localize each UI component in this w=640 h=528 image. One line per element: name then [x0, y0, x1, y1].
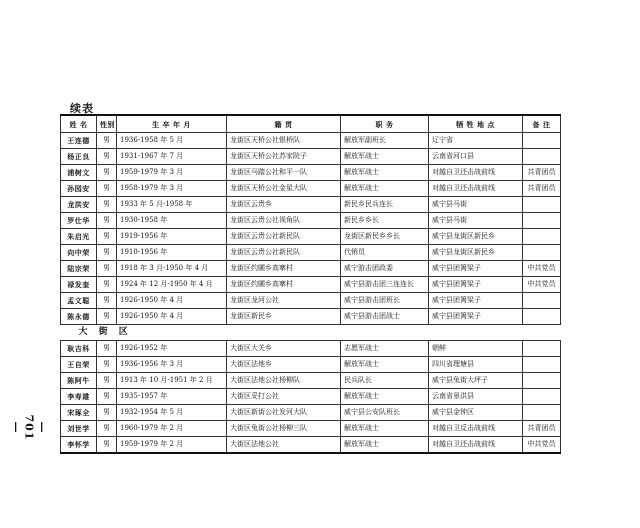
table-row [61, 373, 561, 389]
cell-position: 解放军战士 [341, 437, 429, 454]
cell-dates: 1933 年 5 月-1958 年 [117, 197, 227, 213]
cell-death-place: 对越自卫还击战前线 [429, 165, 523, 181]
cell-death-place: 威宁县团箐梁子 [429, 261, 523, 277]
cell-sex: 男 [97, 245, 117, 261]
cell-note: 中共党员 [523, 277, 561, 293]
section-row [61, 325, 561, 341]
table-row [61, 197, 561, 213]
cell-dates: 1936-1956 年 3 月 [117, 357, 227, 373]
cell-name: 向中荣 [61, 245, 97, 261]
cell-death-place: 威宁县金钟区 [429, 405, 523, 421]
cell-origin: 龙街区云贵公社视角队 [227, 213, 341, 229]
cell-death-place: 威宁县团箐梁子 [429, 277, 523, 293]
table-row [61, 389, 561, 405]
cell-death-place: 威宁县马街 [429, 213, 523, 229]
cell-position: 新民乡乡长 [341, 213, 429, 229]
cell-sex: 男 [97, 341, 117, 357]
page-number: —701— [9, 414, 49, 441]
table-row [61, 293, 561, 309]
cell-dates: 1918 年 3 月-1950 年 4 月 [117, 261, 227, 277]
cell-dates: 1959-1979 年 2 月 [117, 437, 227, 454]
table-row [61, 341, 561, 357]
cell-origin: 龙街区天桥公社银桥队 [227, 133, 341, 149]
cell-position: 解放军战士 [341, 389, 429, 405]
cell-note [523, 373, 561, 389]
cell-sex: 男 [97, 309, 117, 325]
cell-sex: 男 [97, 229, 117, 245]
cell-sex: 男 [97, 149, 117, 165]
table-row [61, 245, 561, 261]
cell-dates: 1926-1950 年 4 月 [117, 309, 227, 325]
cell-death-place: 威宁县龙街区新民乡 [429, 245, 523, 261]
cell-origin: 龙街区约圃乡高寨村 [227, 261, 341, 277]
cell-dates: 1936-1958 年 5 月 [117, 133, 227, 149]
cell-sex: 男 [97, 133, 117, 149]
header-note: 备 注 [523, 115, 561, 133]
cell-note: 中共党员 [523, 437, 561, 454]
cell-sex: 男 [97, 405, 117, 421]
cell-position: 解放军战士 [341, 181, 429, 197]
cell-dates: 1935-1957 年 [117, 389, 227, 405]
cell-dates: 1919-1956 年 [117, 229, 227, 245]
cell-position: 代销员 [341, 245, 429, 261]
table-row [61, 261, 561, 277]
cell-position: 威宁县游击团班长 [341, 293, 429, 309]
table-row [61, 421, 561, 437]
cell-note [523, 389, 561, 405]
cell-death-place: 对越自卫还击战前线 [429, 181, 523, 197]
cell-sex: 男 [97, 213, 117, 229]
cell-sex: 男 [97, 293, 117, 309]
cell-origin: 大街区法地公社 [227, 437, 341, 454]
cell-position: 志愿军战士 [341, 341, 429, 357]
cell-name: 陈永德 [61, 309, 97, 325]
cell-name: 耿吉科 [61, 341, 97, 357]
table-row [61, 309, 561, 325]
cell-name: 禄发奎 [61, 277, 97, 293]
cell-position: 威宁县游击团三连连长 [341, 277, 429, 293]
cell-position: 新民乡民兵连长 [341, 197, 429, 213]
cell-dates: 1924 年 12 月-1950 年 4 月 [117, 277, 227, 293]
cell-dates: 1930-1958 年 [117, 213, 227, 229]
cell-death-place: 威宁县兔街大坪子 [429, 373, 523, 389]
cell-note [523, 213, 561, 229]
cell-note [523, 133, 561, 149]
cell-death-place: 朝鲜 [429, 341, 523, 357]
cell-note [523, 229, 561, 245]
cell-sex: 男 [97, 437, 117, 454]
cell-note: 中共党员 [523, 261, 561, 277]
cell-position: 解放军战士 [341, 357, 429, 373]
cell-death-place: 威宁县团箐梁子 [429, 309, 523, 325]
cell-dates: 1932-1954 年 5 月 [117, 405, 227, 421]
cell-dates: 1926-1950 年 4 月 [117, 293, 227, 309]
cell-origin: 大街区法地公社杨柳队 [227, 373, 341, 389]
cell-death-place: 威宁县龙街区新民乡 [429, 229, 523, 245]
cell-origin: 大街区新街公社发河大队 [227, 405, 341, 421]
cell-note [523, 405, 561, 421]
cell-sex: 男 [97, 181, 117, 197]
cell-dates: 1910-1956 年 [117, 245, 227, 261]
header-dates: 生 卒 年 月 [117, 115, 227, 133]
table-row [61, 357, 561, 373]
cell-name: 宋琢全 [61, 405, 97, 421]
cell-origin: 龙街区天桥公社苏家院子 [227, 149, 341, 165]
cell-position: 威宁县游击团战士 [341, 309, 429, 325]
table-row [61, 149, 561, 165]
section-title: 大 街 区 [61, 325, 561, 341]
cell-name: 王自荣 [61, 357, 97, 373]
cell-sex: 男 [97, 197, 117, 213]
cell-death-place: 云南省景洪县 [429, 389, 523, 405]
cell-position: 民兵队长 [341, 373, 429, 389]
cell-origin: 龙街区云贵公社新民队 [227, 245, 341, 261]
cell-position: 解放军战士 [341, 149, 429, 165]
cell-note [523, 309, 561, 325]
cell-note [523, 357, 561, 373]
cell-sex: 男 [97, 421, 117, 437]
cell-sex: 男 [97, 165, 117, 181]
header-origin: 籍 贯 [227, 115, 341, 133]
cell-position: 威宁游击团政委 [341, 261, 429, 277]
table-row [61, 213, 561, 229]
cell-dates: 1931-1967 年 7 月 [117, 149, 227, 165]
cell-death-place: 四川省理塘县 [429, 357, 523, 373]
table-row [61, 229, 561, 245]
cell-origin: 龙街区约圃乡高寨村 [227, 277, 341, 293]
cell-sex: 男 [97, 357, 117, 373]
cell-name: 浦树文 [61, 165, 97, 181]
header-name: 姓 名 [61, 115, 97, 133]
cell-origin: 龙街区新民乡 [227, 309, 341, 325]
cell-note [523, 245, 561, 261]
cell-sex: 男 [97, 373, 117, 389]
cell-name: 刘世学 [61, 421, 97, 437]
cell-position: 解放军战士 [341, 165, 429, 181]
cell-sex: 男 [97, 389, 117, 405]
cell-origin: 龙街区龙河公社 [227, 293, 341, 309]
cell-dates: 1959-1979 年 3 月 [117, 165, 227, 181]
cell-name: 陆宗荣 [61, 261, 97, 277]
cell-name: 陈阿牛 [61, 373, 97, 389]
cell-origin: 龙街区云贵乡 [227, 197, 341, 213]
cell-death-place: 辽宁省 [429, 133, 523, 149]
cell-death-place: 云南省河口县 [429, 149, 523, 165]
cell-note [523, 293, 561, 309]
header-position: 职 务 [341, 115, 429, 133]
cell-name: 王连德 [61, 133, 97, 149]
cell-dates: 1913 年 10 月-1951 年 2 月 [117, 373, 227, 389]
cell-name: 李寿雄 [61, 389, 97, 405]
cell-name: 朱启光 [61, 229, 97, 245]
cell-origin: 龙街区马踏公社和平一队 [227, 165, 341, 181]
cell-name: 杨正良 [61, 149, 97, 165]
cell-position: 龙街区新民乡乡长 [341, 229, 429, 245]
table-row [61, 277, 561, 293]
cell-position: 威宁县公安队班长 [341, 405, 429, 421]
cell-death-place: 威宁县团箐梁子 [429, 293, 523, 309]
header-death-place: 牺 牲 地 点 [429, 115, 523, 133]
cell-note [523, 197, 561, 213]
table-row [61, 181, 561, 197]
cell-note: 共青团员 [523, 181, 561, 197]
cell-origin: 龙街区天桥公社金星大队 [227, 181, 341, 197]
continued-label: 续表 [70, 102, 94, 115]
cell-position: 解放军战士 [341, 421, 429, 437]
table-header-row [61, 115, 561, 133]
cell-note [523, 341, 561, 357]
table-row [61, 165, 561, 181]
cell-dates: 1926-1952 年 [117, 341, 227, 357]
cell-dates: 1960-1979 年 2 月 [117, 421, 227, 437]
cell-sex: 男 [97, 261, 117, 277]
cell-death-place: 对越自卫反击战前线 [429, 421, 523, 437]
cell-origin: 大街区法地乡 [227, 357, 341, 373]
table-row [61, 437, 561, 454]
cell-origin: 龙街区云贵公社新民队 [227, 229, 341, 245]
cell-sex: 男 [97, 277, 117, 293]
cell-name: 孙园安 [61, 181, 97, 197]
cell-origin: 大街区兔街公社杨柳三队 [227, 421, 341, 437]
table-row [61, 405, 561, 421]
cell-name: 龙洪安 [61, 197, 97, 213]
cell-note [523, 149, 561, 165]
cell-name: 孟文聪 [61, 293, 97, 309]
cell-death-place: 对越自卫还击战前线 [429, 437, 523, 454]
cell-death-place: 威宁县马街 [429, 197, 523, 213]
martyr-roster-table [60, 114, 561, 454]
table-row [61, 133, 561, 149]
cell-origin: 大街区妥打公社 [227, 389, 341, 405]
cell-note: 共青团员 [523, 165, 561, 181]
cell-dates: 1958-1979 年 3 月 [117, 181, 227, 197]
cell-name: 罗仕华 [61, 213, 97, 229]
header-sex: 性别 [97, 115, 117, 133]
cell-note: 共青团员 [523, 421, 561, 437]
cell-origin: 大街区大关乡 [227, 341, 341, 357]
cell-position: 解放军副班长 [341, 133, 429, 149]
cell-name: 李怀学 [61, 437, 97, 454]
